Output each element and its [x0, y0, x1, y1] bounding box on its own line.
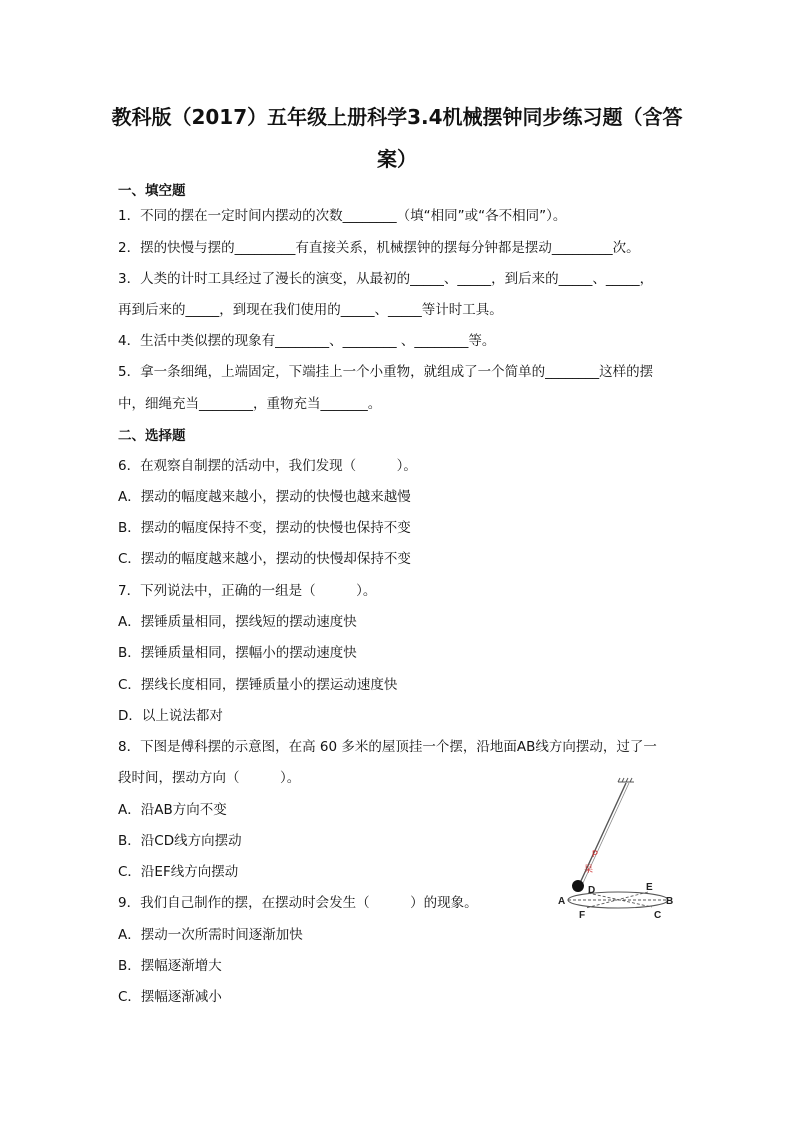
question-9: 9．我们自己制作的摆，在摆动时会发生（ ）的现象。	[118, 895, 478, 911]
question-1: 1．不同的摆在一定时间内摆动的次数________（填“相同”或“各不相同”）。	[118, 208, 567, 224]
section-heading-multiple-choice: 二、选择题	[118, 428, 186, 444]
foucault-pendulum-figure	[556, 776, 680, 928]
question-2: 2．摆的快慢与摆的_________有直接关系，机械摆钟的摆每分钟都是摆动_________次。	[118, 240, 640, 256]
question-8-line2: 段时间，摆动方向（ ）。	[118, 770, 301, 786]
question-7-option-c: C．摆线长度相同，摆锤质量小的摆运动速度快	[118, 677, 398, 693]
question-8-line1: 8．下图是傅科摆的示意图，在高 60 多米的屋顶挂一个摆，沿地面AB线方向摆动，过了一	[118, 739, 657, 755]
question-5-line1: 5．拿一条细绳，上端固定，下端挂上一个小重物，就组成了一个简单的________这样的摆	[118, 364, 654, 380]
ceiling-mount-icon	[618, 778, 634, 782]
question-3-line2: 再到后来的_____，到现在我们使用的_____、_____等计时工具。	[118, 302, 503, 318]
label-p: P	[592, 849, 599, 859]
question-6-option-a: A．摆动的幅度越来越小，摆动的快慢也越来越慢	[118, 489, 411, 505]
question-7-option-a: A．摆锤质量相同，摆线短的摆动速度快	[118, 614, 357, 630]
question-7-option-b: B．摆锤质量相同，摆幅小的摆动速度快	[118, 645, 357, 661]
question-8-option-b: B．沿CD线方向摆动	[118, 833, 242, 849]
label-f: F	[579, 910, 586, 921]
question-5-line2: 中，细绳充当________，重物充当_______。	[118, 396, 382, 412]
pendulum-bob	[572, 880, 584, 892]
question-9-option-b: B．摆幅逐渐增大	[118, 958, 222, 974]
question-8-option-a: A．沿AB方向不变	[118, 802, 227, 818]
question-7: 7．下列说法中，正确的一组是（ ）。	[118, 583, 377, 599]
section-heading-fill-blank: 一、填空题	[118, 183, 186, 199]
question-6-option-c: C．摆动的幅度越来越小，摆动的快慢却保持不变	[118, 551, 411, 567]
question-7-option-d: D．以上说法都对	[118, 708, 223, 724]
label-d: D	[588, 885, 596, 896]
question-8-option-c: C．沿EF线方向摆动	[118, 864, 239, 880]
label-e: E	[646, 882, 653, 893]
document-title-line2: 案）	[377, 147, 417, 171]
question-9-option-a: A．摆动一次所需时间逐渐加快	[118, 927, 303, 943]
document-title-line1: 教科版（2017）五年级上册科学3.4机械摆钟同步练习题（含答	[111, 105, 683, 129]
label-c: C	[654, 910, 662, 921]
label-b: B	[666, 896, 674, 907]
question-9-option-c: C．摆幅逐渐减小	[118, 989, 222, 1005]
question-3-line1: 3．人类的计时工具经过了漫长的演变，从最初的_____、_____，到后来的_____、_____，	[118, 271, 654, 287]
question-6-option-b: B．摆动的幅度保持不变，摆动的快慢也保持不变	[118, 520, 411, 536]
question-6: 6．在观察自制摆的活动中，我们发现（ ）。	[118, 458, 417, 474]
question-4: 4．生活中类似摆的现象有________、________ 、________等。	[118, 333, 496, 349]
label-p-glyph: 杲	[584, 864, 594, 874]
label-a: A	[558, 896, 566, 907]
